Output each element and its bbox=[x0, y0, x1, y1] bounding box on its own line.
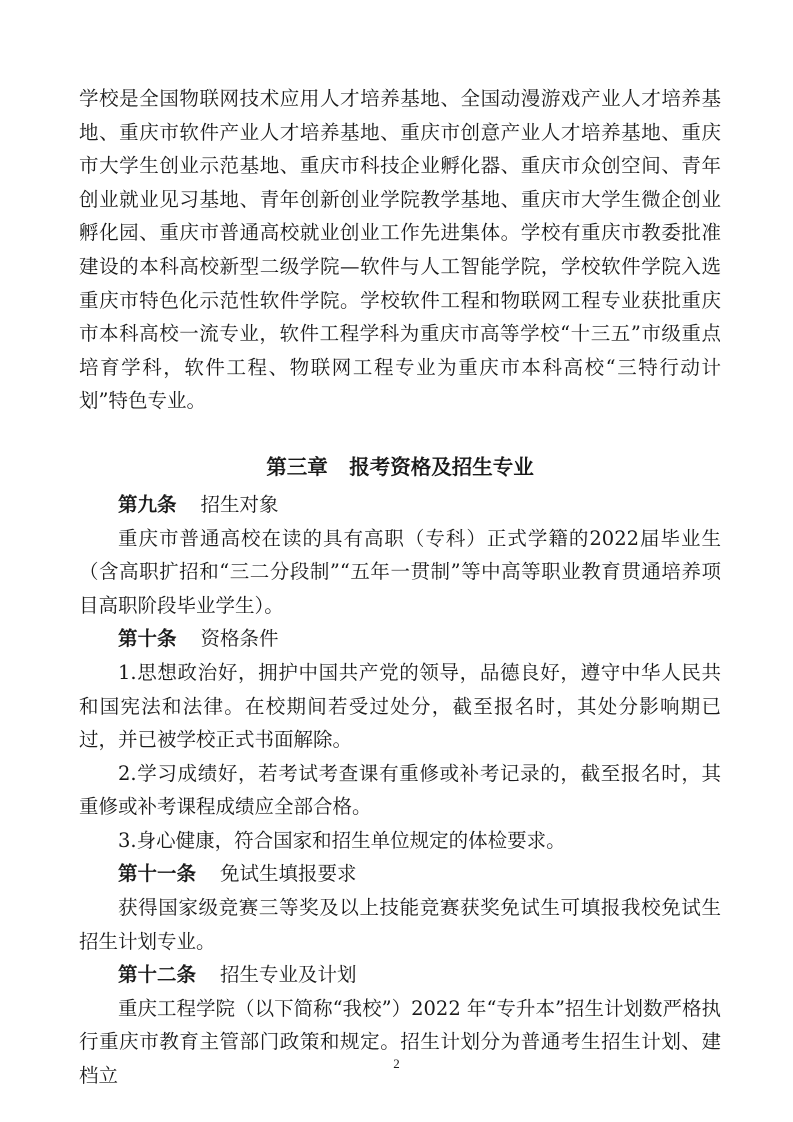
article-heading bbox=[79, 857, 721, 891]
article-number: 第十一条 bbox=[118, 862, 197, 886]
chapter-title: 报考资格及招生专业 bbox=[349, 454, 534, 479]
article-heading bbox=[79, 622, 721, 656]
article-title: 招生专业及计划 bbox=[220, 963, 357, 987]
chapter-heading bbox=[79, 452, 721, 482]
article-number: 第十二条 bbox=[118, 963, 197, 987]
article-paragraph: 3.身心健康，符合国家和招生单位规定的体检要求。 bbox=[118, 828, 566, 852]
article-title: 免试生填报要求 bbox=[220, 862, 357, 886]
article-paragraph: 重庆市普通高校在读的具有高职（专科）正式学籍的2022届毕业生（含高职扩招和“三二分段制”“五年一贯制”等中高等职业教育贯通培养项目高职阶段毕业学生）。 bbox=[79, 526, 721, 617]
article-paragraph: 1.思想政治好，拥护中国共产党的领导，品德良好，遵守中华人民共和国宪法和法律。在校期间若受过处分，截至报名时，其处分影响期已过，并已被学校正式书面解除。 bbox=[79, 660, 721, 752]
article-paragraph: 获得国家级竞赛三等奖及以上技能竞赛获奖免试生可填报我校免试生招生计划专业。 bbox=[79, 896, 721, 953]
document-body bbox=[79, 82, 721, 1093]
article-paragraph: 2.学习成绩好，若考试考查课有重修或补考记录的，截至报名时，其重修或补考课程成绩应全部合格。 bbox=[79, 761, 721, 819]
intro-paragraph: 学校是全国物联网技术应用人才培养基地、全国动漫游戏产业人才培养基地、重庆市软件产业人才培养基地、重庆市创意产业人才培养基地、重庆市大学生创业示范基地、重庆市科技企业孵化器、重庆市众创空间、青年创业就业见习基地、青年创新创业学院教学基地、重庆市大学生微企创业孵化园、重庆市普通高校就业创业工作先进集体。学校有重庆市教委批准建设的本科高校新型二级学院—软件与人工智能学院，学校软件学院入选重庆市特色化示范性软件学院。学校软件工程和物联网工程专业获批重庆市本科高校一流专业，软件工程学科为重庆市高等学校“十三五”市级重点培育学科，软件工程、物联网工程专业为重庆市本科高校“三特行动计划”特色专业。 bbox=[79, 87, 721, 413]
article-heading bbox=[79, 488, 721, 522]
chapter-number: 第三章 bbox=[266, 454, 328, 479]
article-heading bbox=[79, 958, 721, 992]
page-number: 2 bbox=[393, 1056, 400, 1071]
article-paragraph: 重庆工程学院（以下简称“我校”）2022 年“专升本”招生计划数严格执行重庆市教育主管部门政策和规定。招生计划分为普通考生招生计划、建档立 bbox=[79, 996, 721, 1088]
article-title: 招生对象 bbox=[200, 492, 279, 516]
article-title: 资格条件 bbox=[200, 627, 279, 651]
article-number: 第十条 bbox=[118, 627, 177, 651]
article-number: 第九条 bbox=[118, 492, 177, 516]
